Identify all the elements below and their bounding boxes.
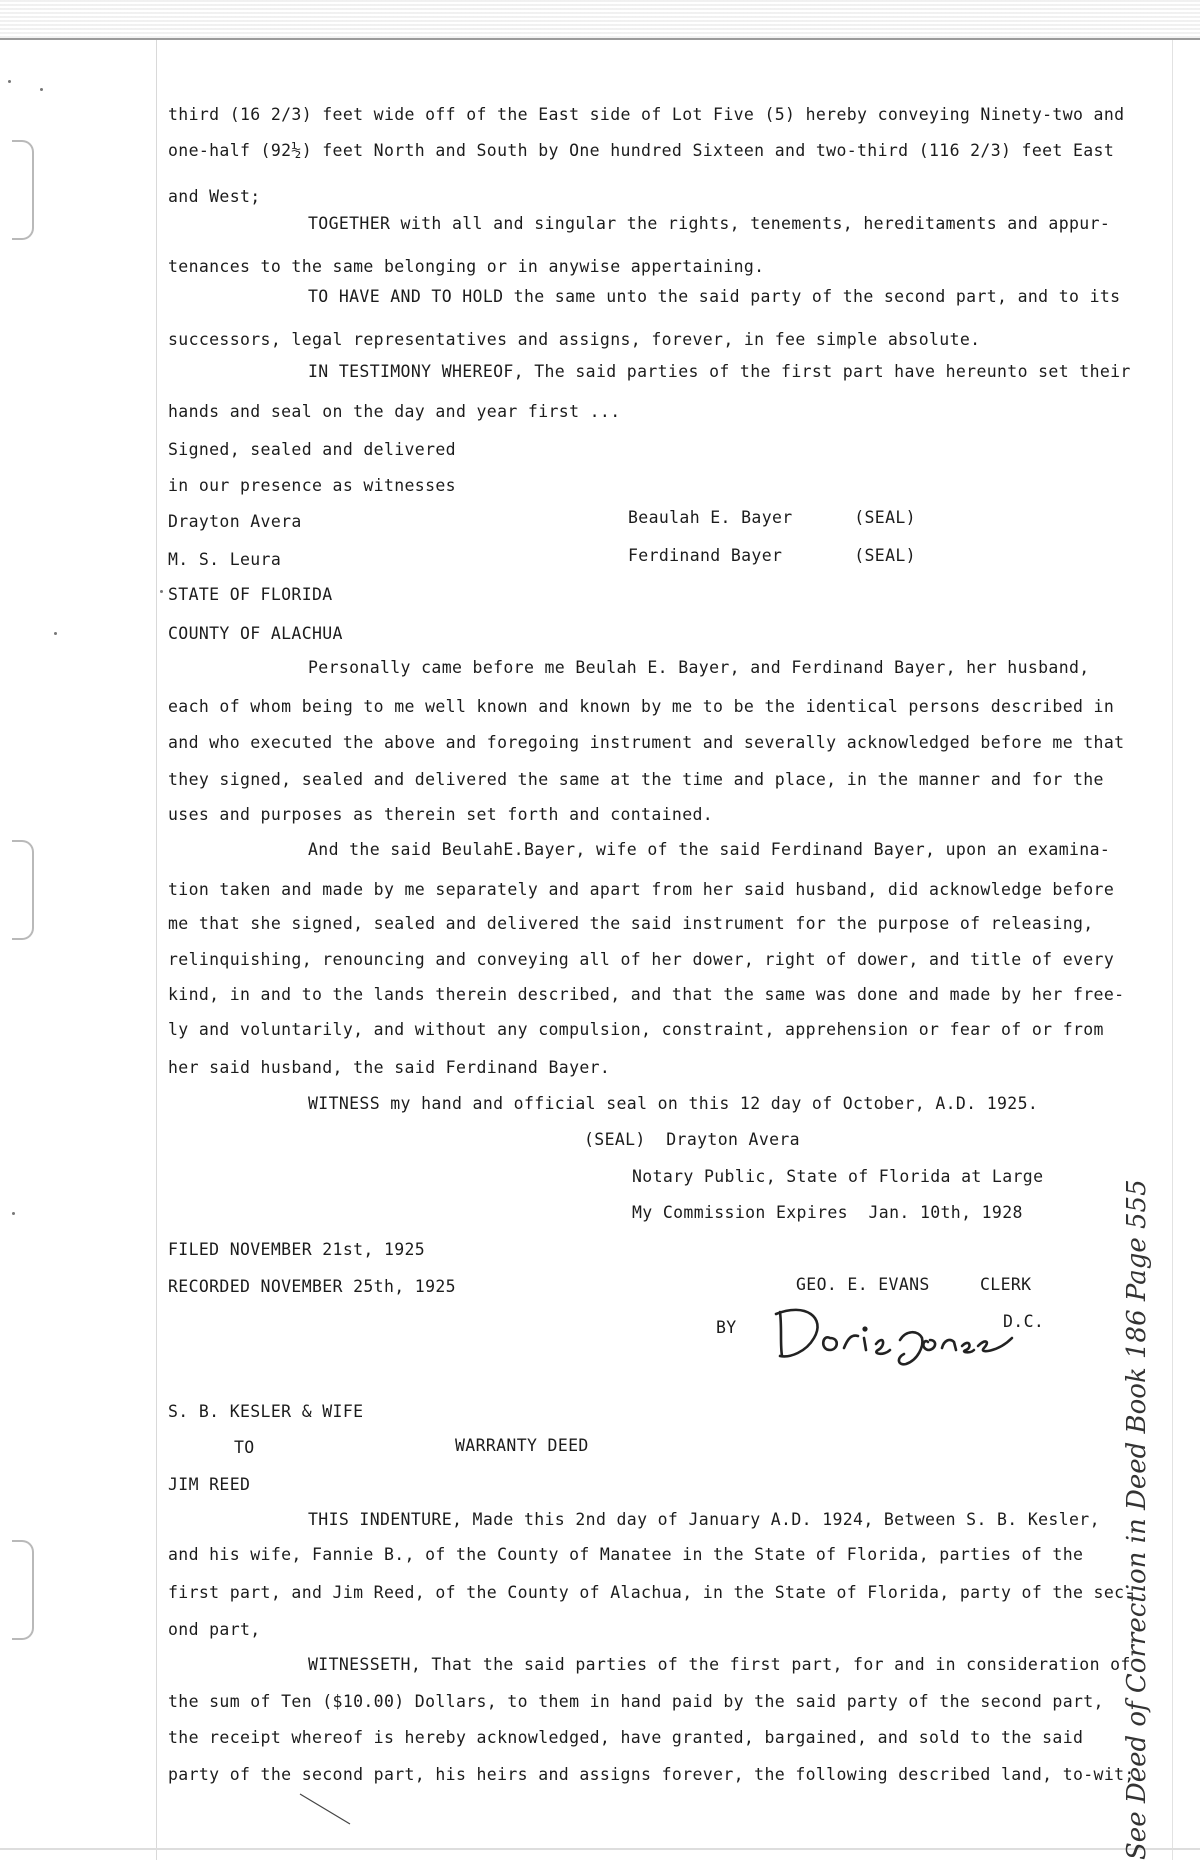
state-heading: STATE OF FLORIDA (168, 585, 333, 604)
notary-line: My Commission Expires Jan. 10th, 1928 (632, 1203, 1023, 1222)
by-label: BY (716, 1318, 737, 1337)
page-bottom-border (0, 1848, 1200, 1850)
scan-speck (40, 88, 43, 91)
page-top-border (0, 38, 1200, 40)
body-line: Personally came before me Beulah E. Bayer, and Ferdinand Bayer, her husband, (308, 658, 1090, 677)
deed-body-line: party of the second part, his heirs and assigns forever, the following described land, to-wit; (168, 1765, 1135, 1784)
binder-hole-top (12, 140, 34, 240)
body-line: one-half (92½) feet North and South by One hundred Sixteen and two-third (116 2/3) feet East (168, 141, 1115, 160)
body-line: TO HAVE AND TO HOLD the same unto the said party of the second part, and to its (308, 287, 1121, 306)
grantee-party: JIM REED (168, 1475, 251, 1494)
recorded-date: RECORDED NOVEMBER 25th, 1925 (168, 1277, 456, 1296)
body-line: IN TESTIMONY WHEREOF, The said parties of the first part have hereunto set their (308, 362, 1131, 381)
scan-speck (54, 632, 57, 635)
county-heading: COUNTY OF ALACHUA (168, 624, 343, 643)
body-line: and West; (168, 187, 261, 206)
body-line: her said husband, the said Ferdinand Bayer. (168, 1058, 611, 1077)
body-line: uses and purposes as therein set forth and contained. (168, 805, 714, 824)
scan-speck (160, 590, 163, 593)
deed-body-line: and his wife, Fannie B., of the County of Manatee in the State of Florida, parties of the (168, 1545, 1084, 1564)
notary-line: (SEAL) Drayton Avera (584, 1130, 800, 1149)
body-line: tion taken and made by me separately and apart from her said husband, did acknowledge before (168, 880, 1115, 899)
notary-line: Notary Public, State of Florida at Large (632, 1167, 1044, 1186)
body-line: And the said BeulahE.Bayer, wife of the said Ferdinand Bayer, upon an examina- (308, 840, 1111, 859)
deed-body-line: THIS INDENTURE, Made this 2nd day of January A.D. 1924, Between S. B. Kesler, (308, 1510, 1100, 1529)
body-line: me that she signed, sealed and delivered the said instrument for the purpose of releasing, (168, 914, 1094, 933)
deed-title: WARRANTY DEED (455, 1436, 589, 1455)
deed-body-line: ond part, (168, 1620, 261, 1639)
deed-body-line: WITNESSETH, That the said parties of the first part, for and in consideration of (308, 1655, 1131, 1674)
grantor-party: S. B. KESLER & WIFE (168, 1402, 364, 1421)
deputy-clerk-label: D.C. (1003, 1312, 1045, 1331)
filed-date: FILED NOVEMBER 21st, 1925 (168, 1240, 426, 1259)
deed-body-line: the receipt whereof is hereby acknowledged, have granted, bargained, and sold to the said (168, 1728, 1084, 1747)
binder-hole-middle (12, 840, 34, 940)
deed-body-line: first part, and Jim Reed, of the County of Alachua, in the State of Florida, party of the sec- (168, 1583, 1135, 1602)
page-left-margin-rule (156, 40, 157, 1860)
body-line: ly and voluntarily, and without any compulsion, constraint, apprehension or fear of or from (168, 1020, 1104, 1039)
body-line: they signed, sealed and delivered the same at the time and place, in the manner and for the (168, 770, 1104, 789)
pen-stroke-mark (296, 1790, 356, 1830)
handwritten-margin-note (1082, 1179, 1182, 1860)
body-line: hands and seal on the day and year first ... (168, 402, 621, 421)
deputy-clerk-signature (772, 1298, 1030, 1368)
grantor-signature-line: Beaulah E. Bayer (SEAL) (628, 508, 916, 527)
body-line: each of whom being to me well known and known by me to be the identical persons described in (168, 697, 1115, 716)
body-line: relinquishing, renouncing and conveying all of her dower, right of dower, and title of every (168, 950, 1115, 969)
clerk-name: GEO. E. EVANS (796, 1275, 930, 1294)
body-line: TOGETHER with all and singular the rights, tenements, hereditaments and appur- (308, 214, 1111, 233)
scan-speck (8, 80, 11, 83)
body-line: successors, legal representatives and assigns, forever, in fee simple absolute. (168, 330, 981, 349)
body-line: kind, in and to the lands therein described, and that the same was done and made by her free- (168, 985, 1125, 1004)
clerk-title: CLERK (980, 1275, 1032, 1294)
body-line: Signed, sealed and delivered (168, 440, 456, 459)
body-line: tenances to the same belonging or in anywise appertaining. (168, 257, 765, 276)
page-top-scan-band (0, 0, 1200, 40)
body-line: in our presence as witnesses (168, 476, 456, 495)
scan-speck (12, 1212, 15, 1215)
deed-body-line: the sum of Ten ($10.00) Dollars, to them in hand paid by the said party of the second part, (168, 1692, 1104, 1711)
grantor-signature-line: Ferdinand Bayer (SEAL) (628, 546, 916, 565)
body-line: third (16 2/3) feet wide off of the East side of Lot Five (5) hereby conveying Ninety-two and (168, 105, 1125, 124)
binder-hole-bottom (12, 1540, 34, 1640)
witness-name: Drayton Avera (168, 512, 302, 531)
margin-note-text: See Deed of Correction in Deed Book 186 Page 555 (1122, 1179, 1152, 1860)
witness-name: M. S. Leura (168, 550, 282, 569)
body-line: WITNESS my hand and official seal on this 12 day of October, A.D. 1925. (308, 1094, 1039, 1113)
body-line: and who executed the above and foregoing instrument and severally acknowledged before me that (168, 733, 1125, 752)
to-label: TO (234, 1438, 255, 1457)
